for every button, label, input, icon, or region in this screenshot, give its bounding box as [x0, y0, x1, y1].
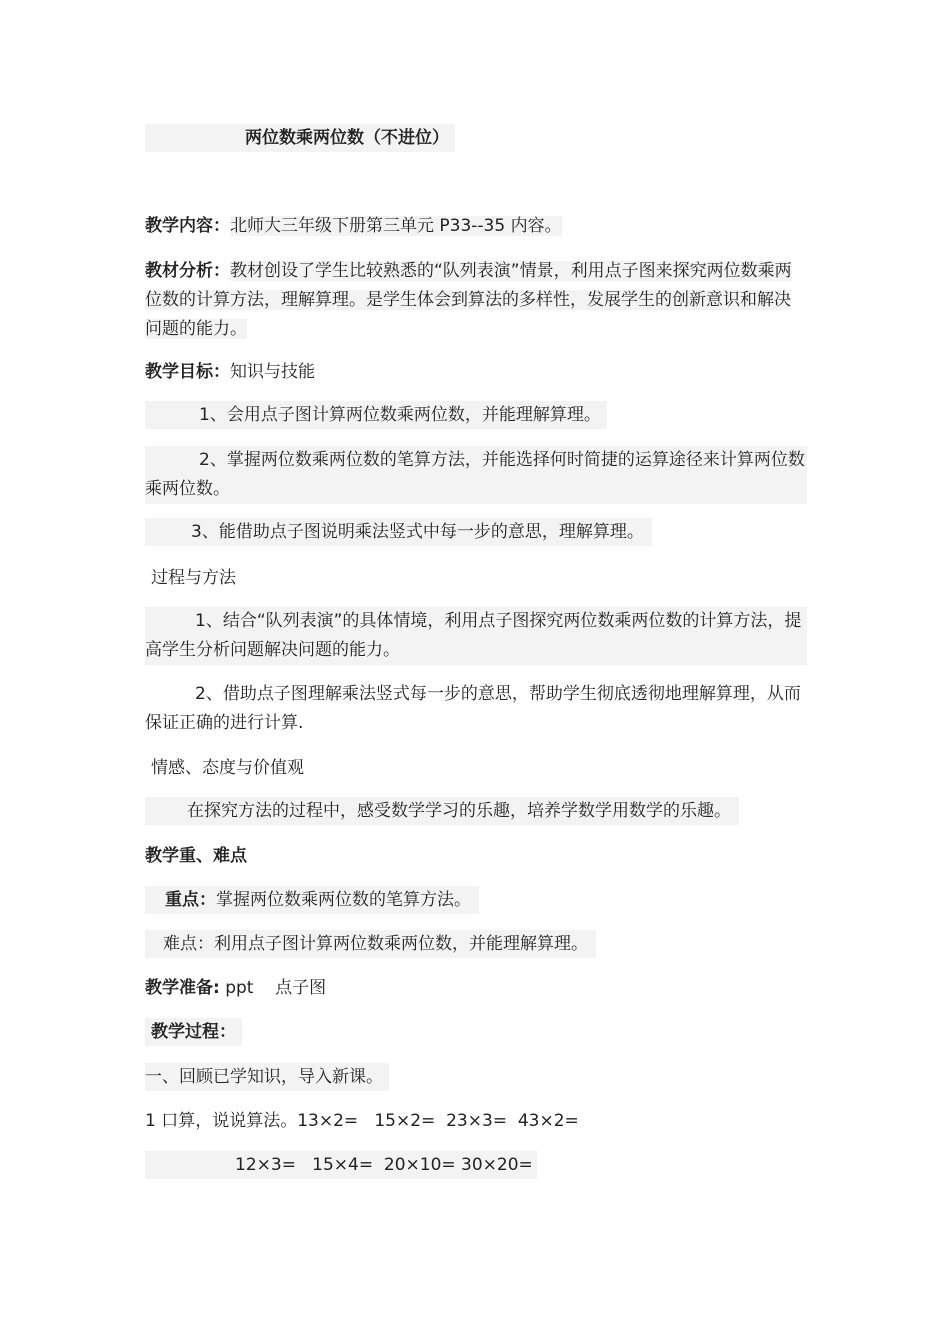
- difficult-point-label: 难点：: [163, 934, 214, 954]
- process-item-1: 1、结合“队列表演”的具体情境，利用点子图探究两位数乘两位数的计算方法，提高学生分析问题解决问题的能力。: [145, 607, 807, 665]
- preparation-line: [145, 974, 326, 1002]
- analysis-paragraph: [145, 257, 807, 344]
- goals-line: [145, 358, 315, 386]
- process-item-2: 2、借助点子图理解乘法竖式每一步的意思，帮助学生彻底透彻地理解算理，从而保证正确的进行计算.: [145, 684, 801, 733]
- oral-calc-line-1: 1 口算，说说算法。13×2= 15×2= 23×3= 43×2=: [145, 1111, 579, 1131]
- knowledge-heading: 知识与技能: [230, 362, 315, 382]
- knowledge-item-2: 2、掌握两位数乘两位数的笔算方法，并能选择何时简捷的运算途径来计算两位数乘两位数。: [145, 446, 807, 504]
- emotion-text: 在探究方法的过程中，感受数学学习的乐趣，培养学数学用数学的乐趣。: [145, 797, 739, 825]
- difficult-point-line: [145, 930, 596, 958]
- goals-label: 教学目标：: [145, 362, 230, 382]
- key-points-heading: 教学重、难点: [145, 846, 247, 866]
- content-text: 北师大三年级下册第三单元 P33--35 内容。: [230, 216, 562, 236]
- knowledge-item-3: 3、能借助点子图说明乘法竖式中每一步的意思，理解算理。: [145, 518, 652, 546]
- content-label: 教学内容：: [145, 216, 230, 236]
- analysis-label: 教材分析：: [145, 261, 230, 281]
- preparation-text: ppt 点子图: [225, 978, 327, 998]
- key-point-line: [145, 886, 479, 914]
- key-point-text: 掌握两位数乘两位数的笔算方法。: [216, 890, 471, 910]
- step-1-heading: 一、回顾已学知识，导入新课。: [145, 1063, 389, 1091]
- content-line: [145, 212, 562, 240]
- preparation-label: 教学准备:: [145, 978, 220, 998]
- emotion-heading: 情感、态度与价值观: [151, 758, 304, 778]
- difficult-point-text: 利用点子图计算两位数乘两位数，并能理解算理。: [214, 934, 588, 954]
- oral-calc-line-2: 12×3= 15×4= 20×10= 30×20=: [145, 1151, 537, 1179]
- process-heading: 过程与方法: [151, 568, 236, 588]
- key-point-label: 重点：: [165, 890, 216, 910]
- document-title: 两位数乘两位数（不进位）: [145, 124, 455, 152]
- process-section-heading: 教学过程：: [145, 1018, 242, 1046]
- analysis-text: 教材创设了学生比较熟悉的“队列表演”情景，利用点子图来探究两位数乘两位数的计算方法，理解算理。是学生体会到算法的多样性，发展学生的创新意识和解决问题的能力。: [145, 261, 792, 339]
- knowledge-item-1: 1、会用点子图计算两位数乘两位数，并能理解算理。: [145, 401, 607, 429]
